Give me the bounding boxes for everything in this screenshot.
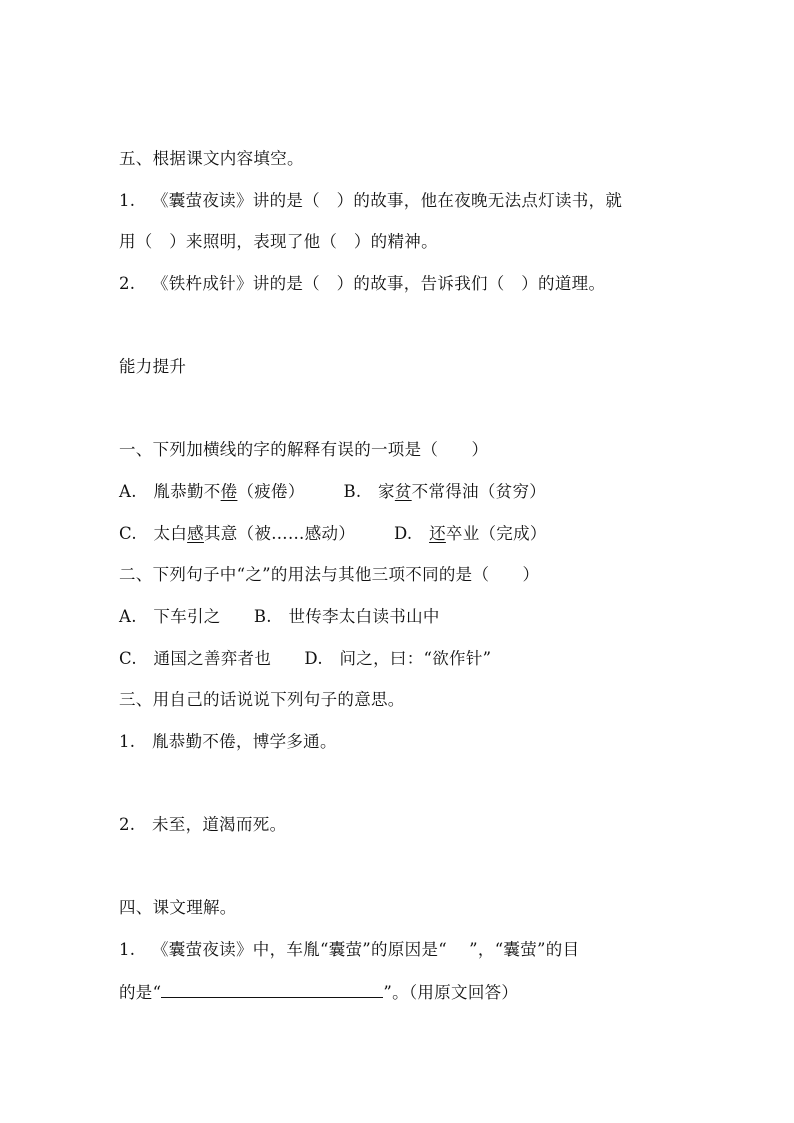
q-one-option-a-underlined: 倦 xyxy=(220,482,238,501)
ability-heading: 能力提升 xyxy=(119,357,187,376)
q-one-option-b-underlined: 贫 xyxy=(394,482,412,501)
q-three-heading: 三、用自己的话说说下列句子的意思。 xyxy=(119,690,405,709)
q-four-line2 xyxy=(119,981,518,1004)
q-one-option-d-prefix: D. xyxy=(393,524,430,543)
section5-q1-line1: 1. 《囊萤夜读》讲的是（ ）的故事，他在夜晚无法点灯读书，就 xyxy=(119,191,623,210)
q-two-heading: 二、下列句子中“之”的用法与其他三项不同的是（ ） xyxy=(119,565,540,584)
q-one-option-c-prefix: C. 太白 xyxy=(119,524,188,543)
q-one-heading: 一、下列加横线的字的解释有误的一项是（ ） xyxy=(119,440,489,459)
answer-blank[interactable] xyxy=(161,981,383,998)
q-one-option-b-prefix: B. 家 xyxy=(343,482,395,501)
q-two-options-cd: C. 通国之善弈者也 D. 问之，曰：“欲作针” xyxy=(119,649,492,668)
q-four-heading: 四、课文理解。 xyxy=(119,898,237,917)
q-one-option-c-underlined: 感 xyxy=(187,524,204,543)
q-one-option-d-underlined: 还 xyxy=(429,524,446,543)
q-three-item-1: 1. 胤恭勤不倦，博学多通。 xyxy=(119,732,337,751)
q-four-line2-suffix: ”。（用原文回答） xyxy=(383,983,519,1002)
q-one-option-c-suffix: 其意（被……感动） xyxy=(203,524,394,543)
q-one-option-a-suffix: （疲倦） xyxy=(237,482,344,501)
q-one-options-cd xyxy=(119,523,547,545)
section5-q2: 2. 《铁杵成针》讲的是（ ）的故事，告诉我们（ ）的道理。 xyxy=(119,274,606,293)
q-four-line2-prefix: 的是“ xyxy=(119,983,162,1002)
q-two-options-ab: A. 下车引之 B. 世传李太白读书山中 xyxy=(119,607,440,626)
section5-q1-line2: 用（ ）来照明，表现了他（ ）的精神。 xyxy=(119,232,438,251)
q-three-item-2: 2. 未至，道渴而死。 xyxy=(119,815,287,834)
q-one-option-b-suffix: 不常得油（贫穷） xyxy=(411,482,547,501)
q-one-option-d-suffix: 卒业（完成） xyxy=(445,524,547,543)
q-one-options-ab xyxy=(119,481,546,503)
q-one-option-a-prefix: A. 胤恭勤不 xyxy=(119,482,221,501)
q-four-line1: 1. 《囊萤夜读》中，车胤“囊萤”的原因是“ ”，“囊萤”的目 xyxy=(119,940,580,959)
section5-heading: 五、根据课文内容填空。 xyxy=(119,149,304,168)
